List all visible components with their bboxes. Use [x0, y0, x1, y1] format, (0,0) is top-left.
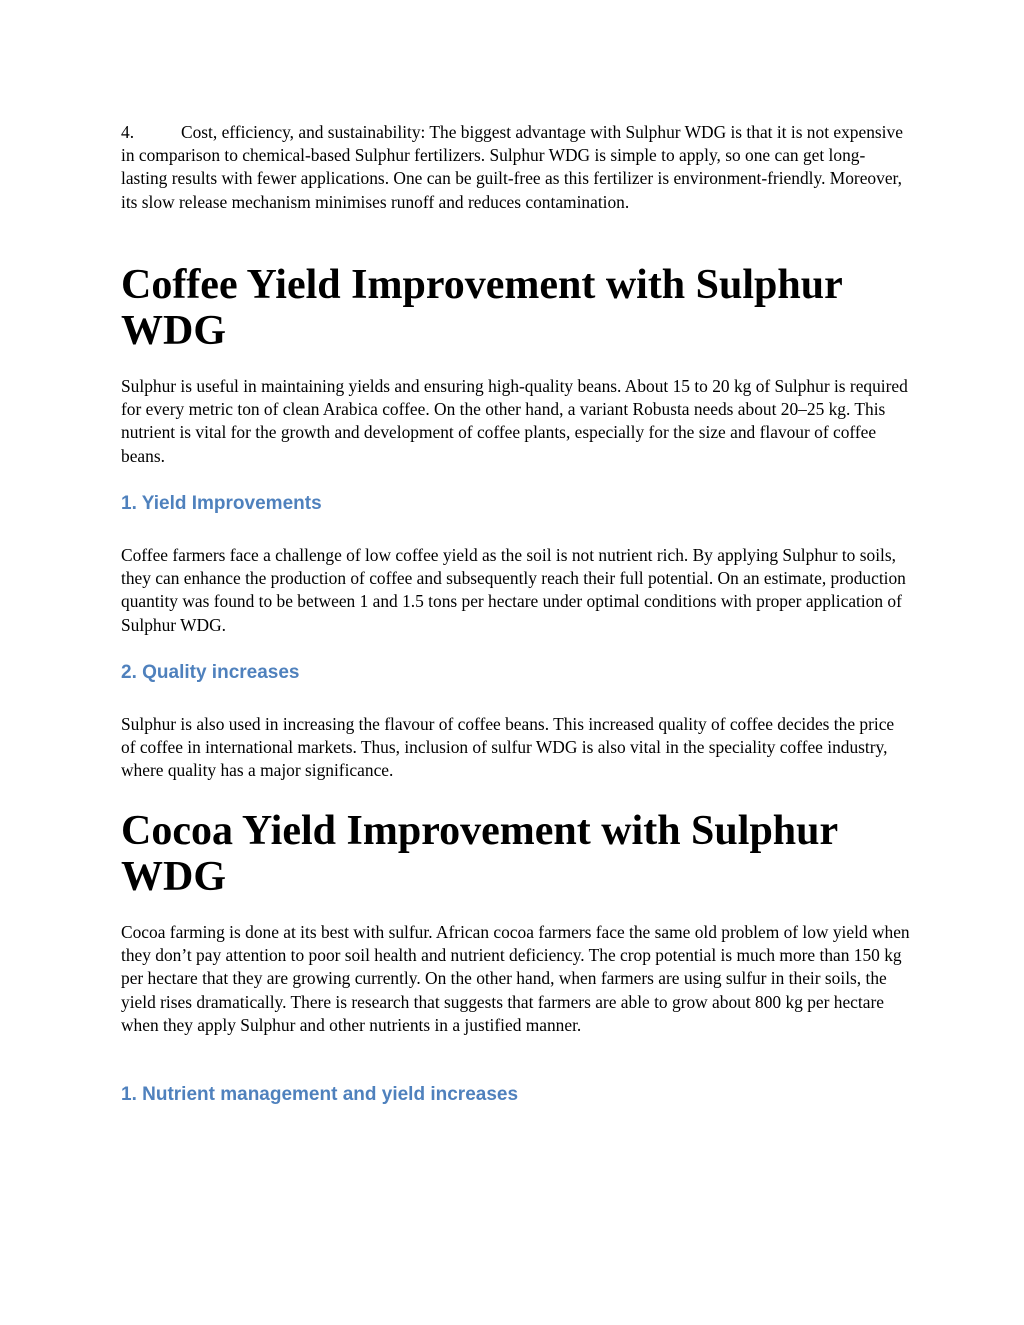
intro-paragraph-text: Cost, efficiency, and sustainability: The biggest advantage with Sulphur WDG is that it is not expensive in comparison to chemical-based Sulphur fertilizers. Sulphur WDG is simple to apply, so one can get long-lasting results with fewer applications. One can be guilt-free as this fertilizer is environment-friendly. Moreover, its slow release mechanism minimises runoff and reduces contamination.: [121, 122, 903, 212]
nutrient-management-heading-block: [121, 1083, 911, 1107]
cocoa-intro-block: [121, 921, 911, 1037]
nutrient-management-heading: 1. Nutrient management and yield increases: [121, 1084, 519, 1105]
coffee-intro-block: [121, 375, 911, 468]
quality-increases-block: [121, 713, 911, 783]
cocoa-heading-block: [121, 808, 911, 900]
coffee-heading-block: [121, 262, 911, 354]
yield-improvements-paragraph: Coffee farmers face a challenge of low coffee yield as the soil is not nutrient rich. By applying Sulphur to soils, they can enhance the production of coffee and subsequently reach their full potential. On an estimate, production quantity was found to be between 1 and 1.5 tons per hectare under optimal conditions with proper application of Sulphur WDG.: [121, 545, 906, 635]
list-number: 4.: [121, 122, 135, 142]
numbered-paragraph: [121, 121, 911, 214]
quality-increases-heading-block: [121, 661, 911, 685]
yield-improvements-block: [121, 544, 911, 637]
cocoa-section-title: Cocoa Yield Improvement with Sulphur WDG: [121, 808, 838, 900]
coffee-section-title: Coffee Yield Improvement with Sulphur WDG: [121, 262, 843, 354]
quality-increases-heading: 2. Quality increases: [121, 662, 300, 683]
coffee-intro-paragraph: Sulphur is useful in maintaining yields and ensuring high-quality beans. About 15 to 20 kg of Sulphur is required for every metric ton of clean Arabica coffee. On the other hand, a variant Robusta needs about 20–25 kg. This nutrient is vital for the growth and development of coffee plants, especially for the size and flavour of coffee beans.: [121, 376, 908, 466]
yield-improvements-heading-block: [121, 492, 911, 516]
yield-improvements-heading: 1. Yield Improvements: [121, 493, 322, 514]
cocoa-intro-paragraph: Cocoa farming is done at its best with sulfur. African cocoa farmers face the same old problem of low yield when they don’t pay attention to poor soil health and nutrient deficiency. The crop potential is much more than 150 kg per hectare that they are growing currently. On the other hand, when farmers are using sulfur in their soils, the yield rises dramatically. There is research that suggests that farmers are able to grow about 800 kg per hectare when they apply Sulphur and other nutrients in a justified manner.: [121, 922, 910, 1035]
quality-increases-paragraph: Sulphur is also used in increasing the flavour of coffee beans. This increased quality of coffee decides the price of coffee in international markets. Thus, inclusion of sulfur WDG is also vital in the speciality coffee industry, where quality has a major significance.: [121, 714, 895, 781]
